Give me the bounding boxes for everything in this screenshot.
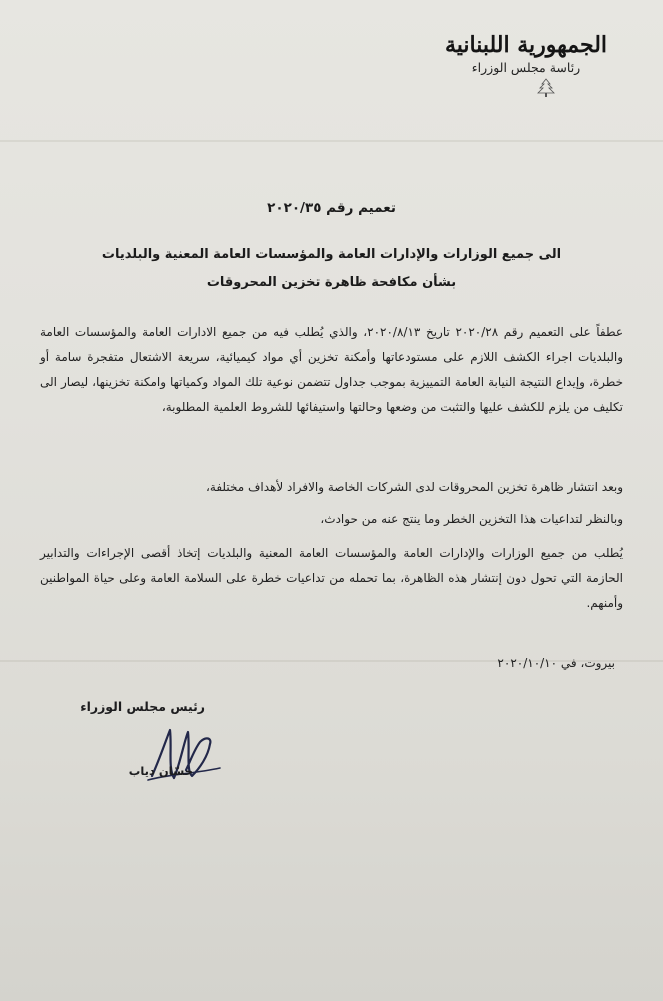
letterhead-subtitle: رئاسة مجلس الوزراء: [471, 60, 581, 75]
paragraph-spread: وبعد انتشار ظاهرة تخزين المحروقات لدى الشركات الخاصة والافراد لأهداف مختلفة،: [206, 480, 623, 494]
circular-addressee: الى جميع الوزارات والإدارات العامة والمؤسسات العامة المعنية والبلديات: [101, 247, 562, 262]
signatory-title: رئيس مجلس الوزراء: [80, 699, 205, 714]
date-line: بيروت، في ٢٠٢٠/١٠/١٠: [497, 656, 615, 670]
letterhead-title: الجمهورية اللبنانية: [444, 32, 608, 58]
paragraph-reference: عطفاً على التعميم رقم ٢٠٢٠/٢٨ تاريخ ٢٠٢٠/٨/١٣، والذي يُطلب فيه من جميع الادارات العامة والمؤسسات العامة والبلديات اجراء الكشف اللازم على مستودعاتها وأمكنة تخزين أي مواد كيميائية، سريعة الاشتعال متفجرة سامة أو خطرة، وإيداع النتيجة النيابة العامة التمييزية بموجب جداول تتضمن نوعية تلك المواد وكمياتها وامكنة تخزينها، ليصار الى تكليف من يلزم للكشف عليها والتثبت من وضعها وحالتها واستيفائها للشروط العلمية المطلوبة،: [40, 325, 623, 414]
signatory-name: حسّان دياب: [128, 764, 193, 778]
letterhead: [431, 32, 621, 76]
paper-fold-line: [0, 140, 663, 142]
circular-subject: بشأن مكافحة ظاهرة تخزين المحروقات: [206, 275, 457, 290]
cedar-emblem-icon: [533, 78, 559, 98]
paragraph-request: يُطلب من جميع الوزارات والإدارات العامة والمؤسسات العامة المعنية والبلديات إتخاذ أقصى الإجراءات والتدابير الحازمة التي تحول دون إنتشار هذه الظاهرة، بما تحمله من تداعيات خطرة على السلامة العامة وعلى حياة المواطنين وأمنهم.: [40, 546, 623, 610]
paragraph-consequences: وبالنظر لتداعيات هذا التخزين الخطر وما ينتج عنه من حوادث،: [320, 512, 623, 526]
circular-number: تعميم رقم ٢٠٢٠/٣٥: [267, 200, 396, 216]
